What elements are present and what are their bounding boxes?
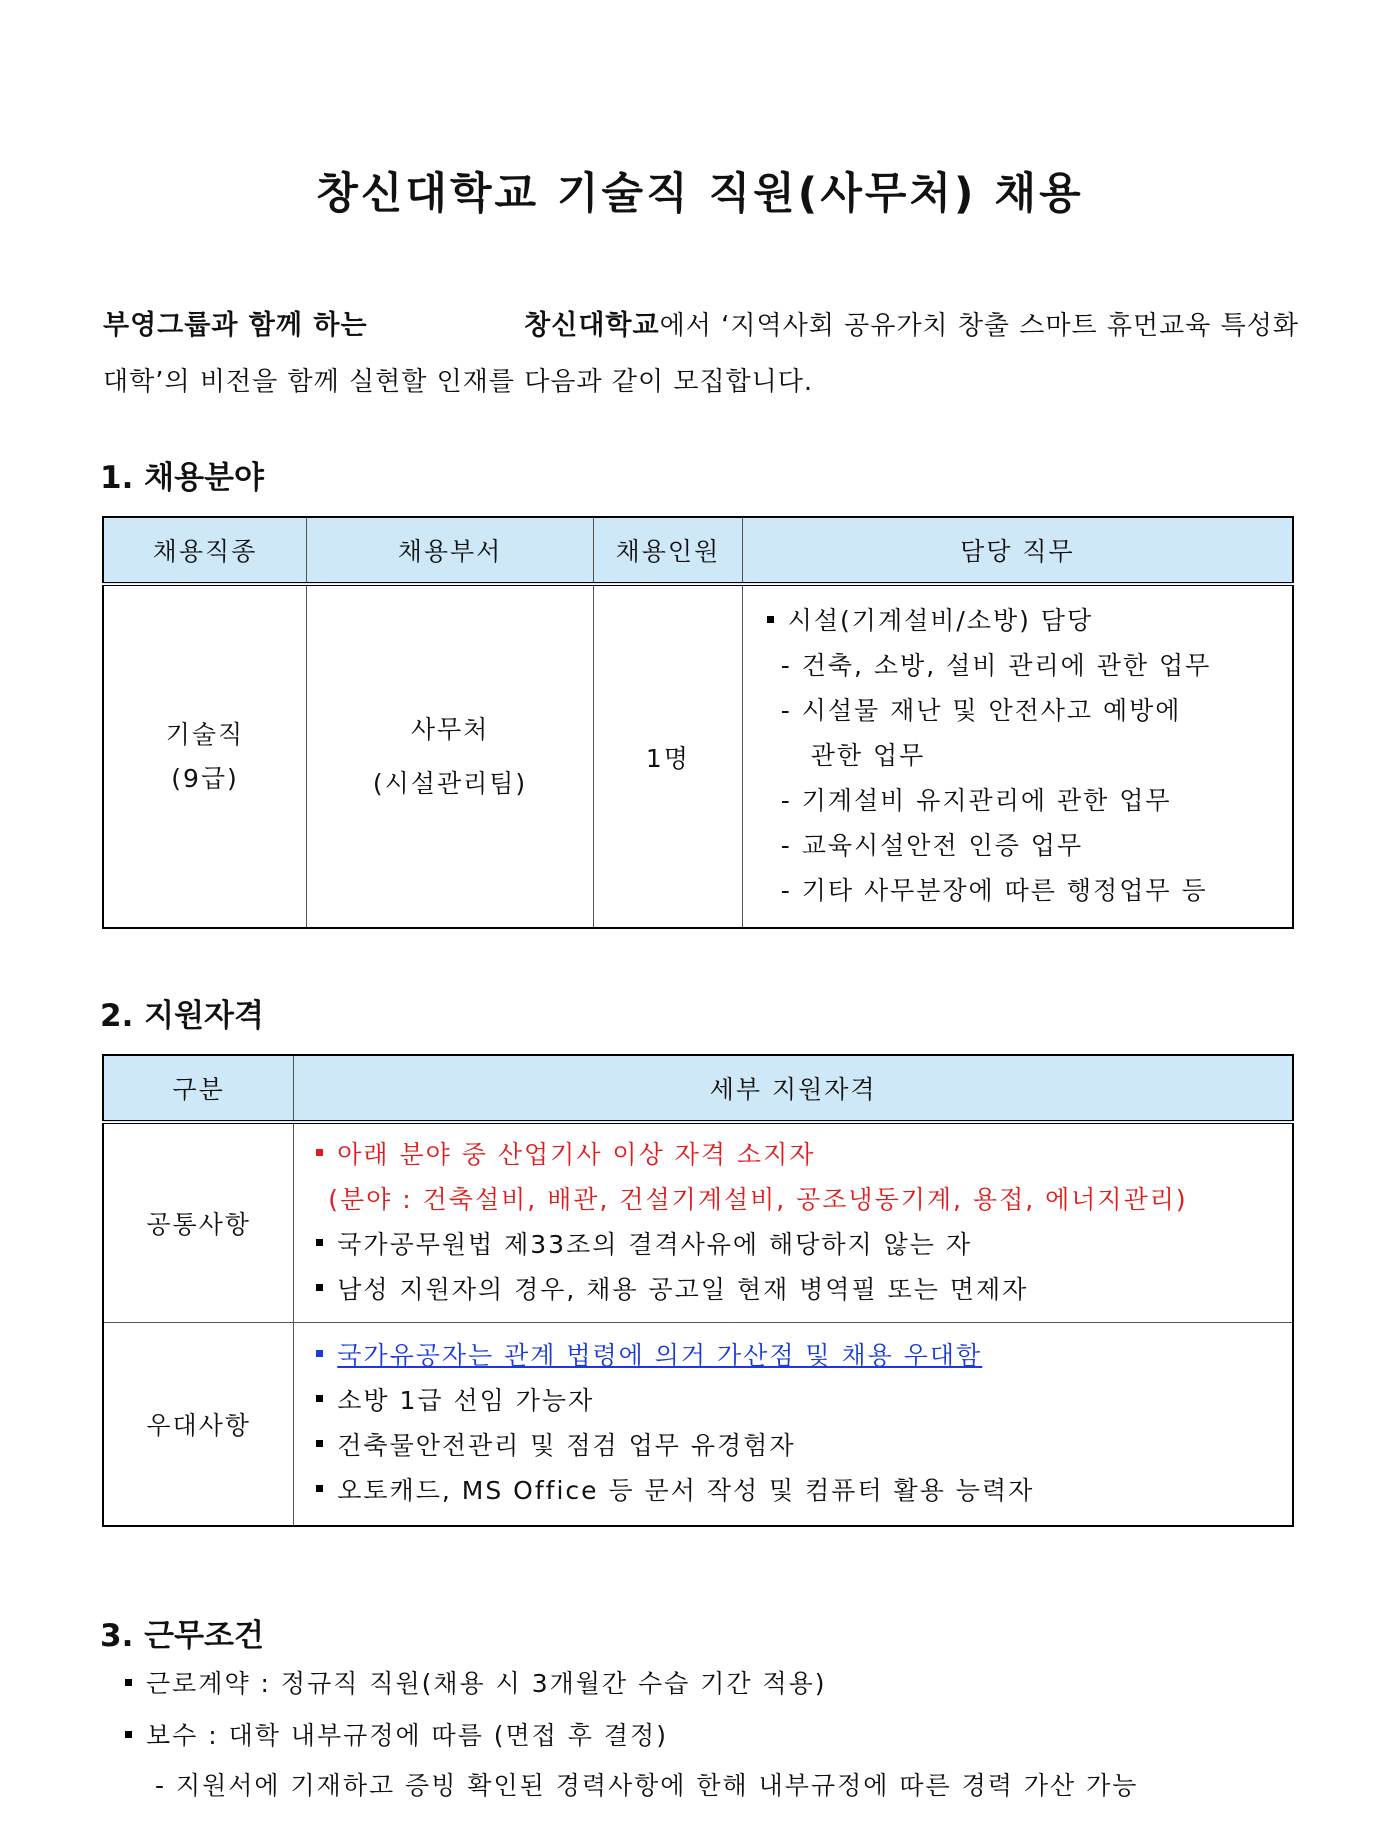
condition-item: 근로계약 : 정규직 직원(채용 시 3개월간 수습 기간 적용): [125, 1664, 827, 1700]
duty-item: - 기타 사무분장에 따른 행정업무 등: [780, 876, 1208, 905]
duty-title: 시설(기계설비/소방) 담당: [767, 598, 1292, 643]
bullet-icon: [125, 1679, 132, 1686]
intro-university-wrap: [524, 298, 1299, 354]
bullet-icon: [316, 1239, 323, 1246]
pref-item: 소방 1급 선임 가능자: [316, 1378, 1292, 1423]
pref-item: 국가유공자는 관계 법령에 의거 가산점 및 채용 우대함: [316, 1333, 1292, 1378]
cell-duties: [742, 584, 1293, 928]
bullet-icon: [316, 1350, 323, 1357]
pref-item: 오토캐드, MS Office 등 문서 작성 및 컴퓨터 활용 능력자: [316, 1468, 1292, 1513]
qualification-table: [102, 1054, 1294, 1527]
intro-group: 부영그룹과 함께 하는: [103, 310, 368, 341]
duty-item: - 교육시설안전 인증 업무: [780, 831, 1084, 860]
pref-item: 건축물안전관리 및 점검 업무 유경험자: [316, 1423, 1292, 1468]
cell-preference-label: 우대사항: [103, 1322, 294, 1526]
bullet-icon: [316, 1440, 323, 1447]
cell-common-label: 공통사항: [103, 1122, 294, 1322]
bullet-icon: [316, 1485, 323, 1492]
cell-department: 사무처 (시설관리팀): [306, 584, 593, 928]
duty-item: - 건축, 소방, 설비 관리에 관한 업무: [780, 651, 1212, 680]
intro-line-2: 대학’의 비전을 함께 실현할 인재를 다음과 같이 모집합니다.: [103, 367, 814, 397]
intro-university: 창신대학교: [524, 310, 660, 341]
header-department: 채용부서: [306, 517, 593, 584]
cell-headcount: 1명: [594, 584, 743, 928]
qual-item: 국가공무원법 제33조의 결격사유에 해당하지 않는 자: [316, 1222, 1292, 1267]
intro-paragraph: [103, 298, 1299, 410]
qual-item: 아래 분야 중 산업기사 이상 자격 소지자: [316, 1132, 1292, 1177]
cell-preference-list: [294, 1322, 1293, 1526]
intro-line-1: [103, 298, 1299, 354]
duty-item: - 시설물 재난 및 안전사고 예방에: [780, 696, 1182, 725]
cell-common-list: [294, 1122, 1293, 1322]
bullet-icon: [125, 1731, 132, 1738]
condition-item: 보수 : 대학 내부규정에 따름 (면접 후 결정): [125, 1716, 668, 1752]
section2-heading: 2. 지원자격: [100, 998, 264, 1034]
condition-sub-item: - 지원서에 기재하고 증빙 확인된 경력사항에 한해 내부규정에 따른 경력 가산 가능: [155, 1771, 1139, 1800]
qual-item: 남성 지원자의 경우, 채용 공고일 현재 병역필 또는 면제자: [316, 1267, 1292, 1312]
bullet-icon: [316, 1284, 323, 1291]
header-duties: 담당 직무: [742, 517, 1293, 584]
recruitment-table: [102, 516, 1294, 929]
header-category: 구분: [103, 1055, 294, 1122]
header-qualification: 세부 지원자격: [294, 1055, 1293, 1122]
bullet-icon: [316, 1149, 323, 1156]
bullet-icon: [316, 1395, 323, 1402]
section3-heading: 3. 근무조건: [100, 1618, 264, 1654]
duty-item: 관한 업무: [810, 741, 926, 770]
header-headcount: 채용인원: [594, 517, 743, 584]
qual-item: (분야 : 건축설비, 배관, 건설기계설비, 공조냉동기계, 용접, 에너지관리): [328, 1184, 1188, 1214]
section1-heading: 1. 채용분야: [100, 460, 264, 496]
intro-line1-rest: 에서 ‘지역사회 공유가치 창출 스마트 휴먼교육 특성화: [659, 311, 1299, 341]
duty-item: - 기계설비 유지관리에 관한 업무: [780, 786, 1172, 815]
cell-job-type: 기술직 (9급): [103, 584, 306, 928]
header-job-type: 채용직종: [103, 517, 306, 584]
bullet-icon: [767, 616, 774, 623]
page-title: 창신대학교 기술직 직원(사무처) 채용: [316, 169, 1084, 219]
